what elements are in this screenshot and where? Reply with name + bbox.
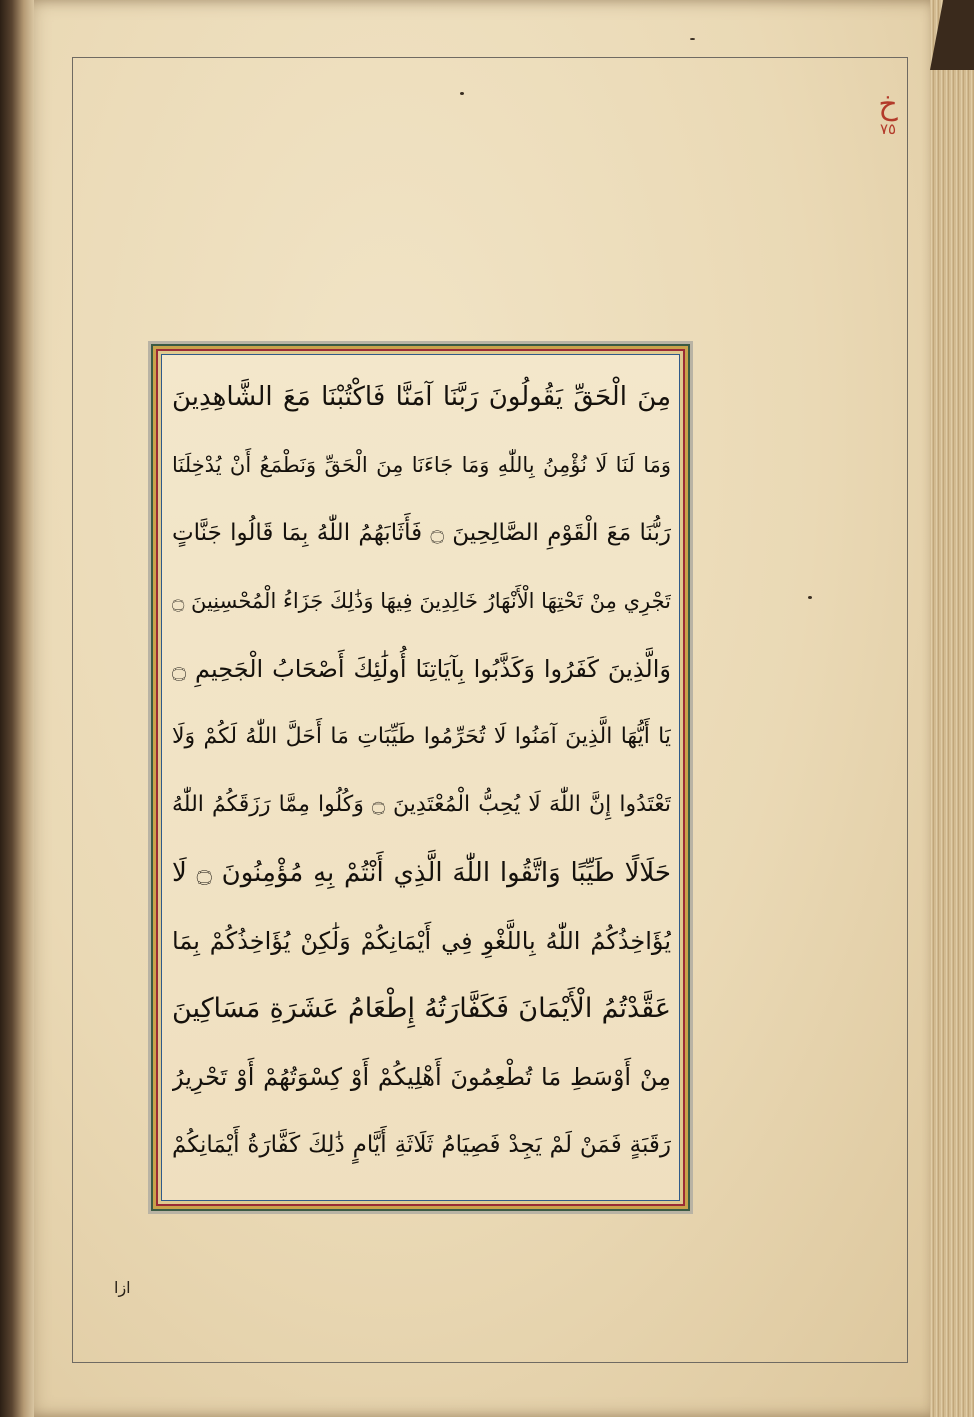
text-line: رَبُّنَا مَعَ الْقَوْمِ الصَّالِحِينَ ۝ فَأَثَابَهُمُ اللّٰهُ بِمَا قَالُوا جَنَّاتٍ (172, 520, 671, 546)
ink-speck (690, 38, 695, 40)
folio-letter: خ (878, 87, 898, 122)
illuminated-text-panel (148, 341, 693, 1214)
text-line: عَقَّدْتُمُ الْأَيْمَانَ فَكَفَّارَتُهُ إِطْعَامُ عَشَرَةِ مَسَاكِينَ (172, 993, 671, 1024)
text-line: مِنْ أَوْسَطِ مَا تُطْعِمُونَ أَهْلِيكُمْ أَوْ كِسْوَتُهُمْ أَوْ تَحْرِيرُ (172, 1063, 671, 1091)
text-line: رَقَبَةٍ فَمَنْ لَمْ يَجِدْ فَصِيَامُ ثَلَاثَةِ أَيَّامٍ ذَٰلِكَ كَفَّارَةُ أَيْمَانِكُمْ (172, 1132, 671, 1158)
text-line: حَلَالًا طَيِّبًا وَاتَّقُوا اللّٰهَ الَّذِي أَنْتُمْ بِهِ مُؤْمِنُونَ ۝ لَا (172, 858, 671, 888)
binding-gutter (0, 0, 34, 1417)
text-line: مِنَ الْحَقِّ يَقُولُونَ رَبَّنَا آمَنَّا فَاكْتُبْنَا مَعَ الشَّاهِدِينَ (172, 382, 671, 412)
margin-note: ازا (114, 1278, 131, 1297)
text-line: تَجْرِي مِنْ تَحْتِهَا الْأَنْهَارُ خَالِدِينَ فِيهَا وَذَٰلِكَ جَزَاءُ الْمُحْسِنِينَ ۝ (172, 589, 671, 613)
text-line: يُؤَاخِذُكُمُ اللّٰهُ بِاللَّغْوِ فِي أَيْمَانِكُمْ وَلَٰكِنْ يُؤَاخِذُكُمْ بِمَا (172, 927, 671, 955)
text-line: وَمَا لَنَا لَا نُؤْمِنُ بِاللّٰهِ وَمَا جَاءَنَا مِنَ الْحَقِّ وَنَطْمَعُ أَنْ يُدْخِلَنَا (172, 453, 671, 477)
text-lines (162, 355, 679, 1200)
ink-speck (808, 596, 812, 599)
text-line: تَعْتَدُوا إِنَّ اللّٰهَ لَا يُحِبُّ الْمُعْتَدِينَ ۝ وَكُلُوا مِمَّا رَزَقَكُمُ اللّٰهُ (172, 792, 671, 817)
text-line: وَالَّذِينَ كَفَرُوا وَكَذَّبُوا بِآيَاتِنَا أُولَٰئِكَ أَصْحَابُ الْجَحِيمِ ۝ (172, 655, 671, 683)
text-block (162, 355, 679, 1200)
text-line: يَا أَيُّهَا الَّذِينَ آمَنُوا لَا تُحَرِّمُوا طَيِّبَاتِ مَا أَحَلَّ اللّٰهُ لَكُمْ وَلَا (172, 724, 671, 749)
folio-number: ٧٥ (879, 120, 897, 138)
ink-speck (460, 92, 464, 95)
folio-mark (872, 87, 904, 138)
page-edges (930, 0, 974, 1417)
